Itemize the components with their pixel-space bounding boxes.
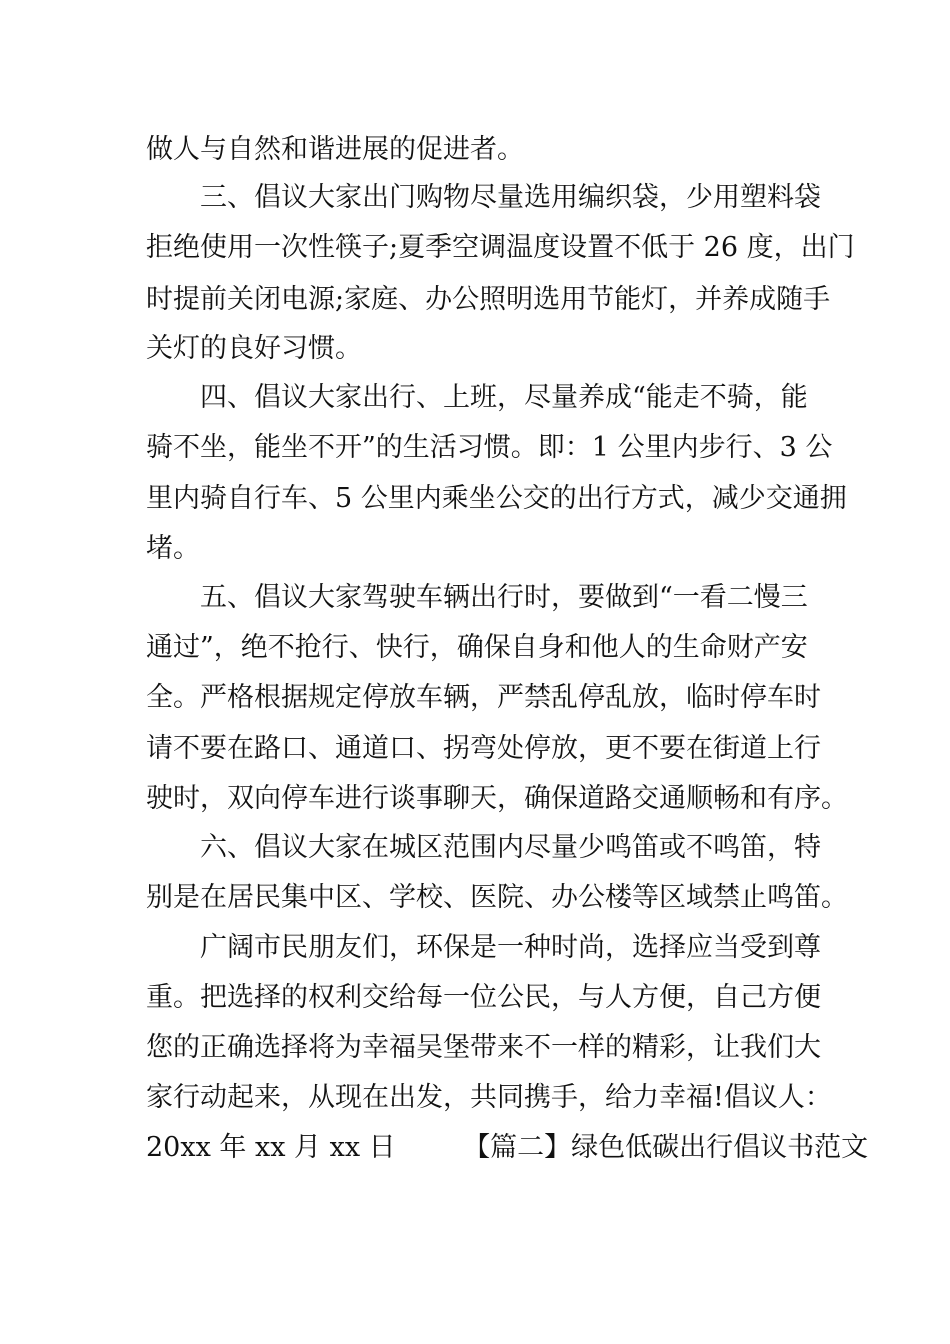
text-line: 别是在居民集中区、学校、医院、办公楼等区域禁止鸣笛。 xyxy=(146,882,848,913)
text-line: 堵。 xyxy=(146,533,200,564)
paragraph-five-start: 五、倡议大家驾驶车辆出行时，要做到“一看二慢三 xyxy=(200,582,808,613)
date-and-section-heading: 20xx 年 xx 月 xx 日 【篇二】绿色低碳出行倡议书范文 xyxy=(146,1132,869,1163)
text-line: 关灯的良好习惯。 xyxy=(146,333,362,364)
text-line: 骑不坐，能坐不开”的生活习惯。即：1 公里内步行、3 公 xyxy=(146,432,833,463)
paragraph-six-start: 六、倡议大家在城区范围内尽量少鸣笛或不鸣笛，特 xyxy=(200,832,821,863)
paragraph-closing-start: 广阔市民朋友们，环保是一种时尚，选择应当受到尊 xyxy=(200,932,821,963)
text-line: 您的正确选择将为幸福吴堡带来不一样的精彩，让我们大 xyxy=(146,1032,821,1063)
text-line: 里内骑自行车、5 公里内乘坐公交的出行方式，减少交通拥 xyxy=(146,483,847,514)
text-line: 通过”，绝不抢行、快行，确保自身和他人的生命财产安 xyxy=(146,632,808,663)
text-line: 家行动起来，从现在出发，共同携手，给力幸福!倡议人： xyxy=(146,1082,832,1113)
text-line: 时提前关闭电源;家庭、办公照明选用节能灯，并养成随手 xyxy=(146,284,831,315)
text-line: 做人与自然和谐进展的促进者。 xyxy=(146,134,524,165)
text-line: 重。把选择的权利交给每一位公民，与人方便，自己方便 xyxy=(146,982,821,1013)
paragraph-three-start: 三、倡议大家出门购物尽量选用编织袋，少用塑料袋 xyxy=(200,182,821,213)
text-line: 拒绝使用一次性筷子;夏季空调温度设置不低于 26 度，出门 xyxy=(146,232,855,263)
text-line: 全。严格根据规定停放车辆，严禁乱停乱放，临时停车时 xyxy=(146,682,821,713)
text-line: 请不要在路口、通道口、拐弯处停放，更不要在街道上行 xyxy=(146,733,821,764)
paragraph-four-start: 四、倡议大家出行、上班，尽量养成“能走不骑，能 xyxy=(200,382,808,413)
text-line: 驶时，双向停车进行谈事聊天，确保道路交通顺畅和有序。 xyxy=(146,783,848,814)
